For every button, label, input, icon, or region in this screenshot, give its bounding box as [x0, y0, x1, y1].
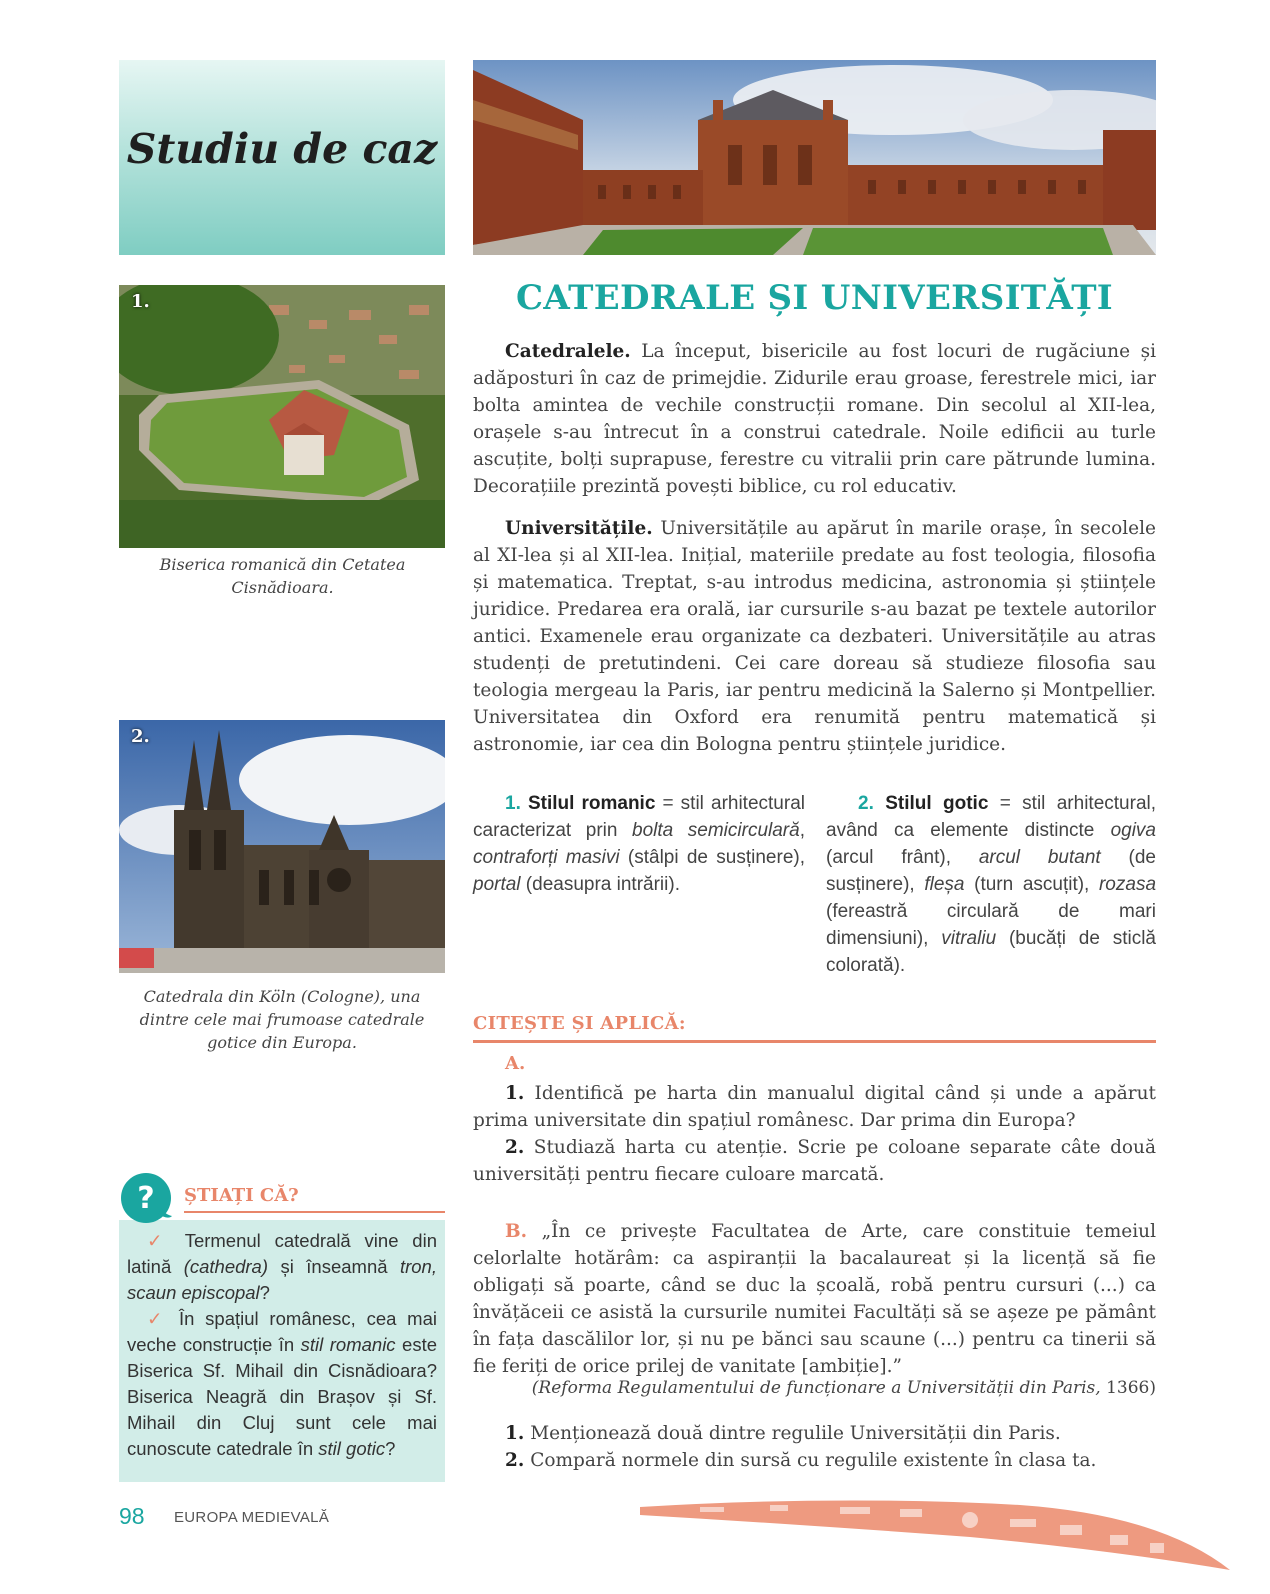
definition-number: 2. [858, 793, 874, 814]
cologne-cathedral-photo [119, 720, 445, 973]
definition-italic: fleșa [924, 874, 965, 895]
source-citation [473, 1378, 1156, 1398]
gothic-style-definition [826, 790, 1156, 979]
exercise-b-tasks [473, 1420, 1156, 1474]
citation-year: 1366) [1100, 1378, 1156, 1398]
universities-paragraph [473, 515, 1156, 758]
task-number: 2. [505, 1137, 525, 1158]
exercise-a-label: A. [505, 1053, 526, 1074]
definition-text: = stil arhitectural caracterizat prin [473, 793, 805, 841]
cathedrals-paragraph [473, 338, 1156, 500]
photo2-caption: Catedrala din Köln (Cologne), una dintre cele mai frumoase catedrale gotice din Europa. [139, 987, 425, 1052]
task-text: Studiază harta cu atenție. Scrie pe coloane separate câte două universități pentru fiecare culoare marcată. [473, 1137, 1156, 1185]
checkmark-icon: ✓ [147, 1230, 172, 1251]
task-text: Menționează două dintre regulile Universității din Paris. [524, 1423, 1061, 1444]
did-you-know-title: ȘTIAȚI CĂ? [184, 1185, 299, 1206]
task-item [473, 1080, 1156, 1134]
university-courtyard-photo [473, 60, 1156, 255]
definition-italic: arcul butant [978, 847, 1101, 868]
fact-italic: stil gotic [318, 1438, 386, 1459]
case-study-title: Studiu de caz [126, 125, 438, 173]
task-text: Identifică pe harta din manualul digital când și unde a apărut prima universitate din spațiul românesc. Dar prima din Europa? [473, 1083, 1156, 1131]
section-title: EUROPA MEDIEVALĂ [174, 1509, 330, 1526]
definition-italic: contraforți masivi [473, 847, 620, 868]
definition-italic: portal [473, 874, 521, 895]
badge-glyph: ? [137, 1181, 155, 1216]
source-text: „În ce privește Facultatea de Arte, care constituie temeiul celorlalte hotărâm: ca aspiranții la bacalaureat și la licență să fie obligați să poarte, când se duc la școală, robă pentru cursuri (...) ca învățăceii ce asistă la cursurile numitei Facultăți să se așeze pe pământ în fața dascălilor lor, și nu pe bănci sau scaune (...) pentru ca tinerii să fie feriți de orice prilej de vanitate [ambiție].” [473, 1221, 1156, 1377]
fact-italic: tron, scaun episcopal [127, 1256, 437, 1303]
did-you-know-text [127, 1228, 437, 1462]
task-number: 2. [505, 1450, 525, 1471]
fact-text: ? [385, 1438, 396, 1459]
definition-italic: rozasa [1098, 874, 1157, 895]
task-item [473, 1420, 1156, 1447]
definition-text: = stil arhitectural, având ca elemente distincte [826, 793, 1157, 841]
cathedrals-lead: Catedralele. [505, 341, 631, 362]
historical-source-quote [473, 1218, 1156, 1380]
main-heading: CATEDRALE ȘI UNIVERSITĂȚI [515, 278, 1114, 318]
definition-italic: bolta semicirculară [632, 820, 800, 841]
fact-text: este Biserica Sf. Mihail din Cisnădioara? Biserica Neagră din Brașov și Sf. Mihail din Cluj sunt cele mai cunoscute catedrale în [127, 1334, 438, 1459]
checkmark-icon: ✓ [147, 1308, 169, 1329]
citation-title: (Reforma Regulamentului de funcționare a Universității din Paris, [531, 1378, 1101, 1398]
read-apply-title: CITEȘTE ȘI APLICĂ: [473, 1013, 686, 1034]
task-item [473, 1447, 1156, 1474]
definition-text: , [799, 820, 805, 841]
task-number: 1. [505, 1083, 525, 1104]
cathedrals-text: La început, bisericile au fost locuri de rugăciune și adăposturi în caz de primejdie. Zidurile erau groase, ferestrele mici, iar bolta amintea de vechile construcții romane. Din secolul al XII-lea, orașele s-au întrecut în a construi catedrale. Noile edificii au turle ascuțite, bolți suprapuse, ferestre cu vitralii prin care pătrunde lumina. Decorațiile prezintă povești biblice, cu rol educativ. [473, 341, 1156, 497]
task-number: 1. [505, 1423, 525, 1444]
page-number: 98 [119, 1503, 145, 1529]
fact-italic: stil romanic [300, 1334, 396, 1355]
photo1-caption: Biserica romanică din Cetatea Cisnădioara. [159, 555, 406, 597]
universities-text: Universitățile au apărut în marile orașe, în secolele al XI-lea și al XII-lea. Inițial, materiile predate au fost teologia, filosofia și matematica. Treptat, s-au introdus medicina, astronomia și științele juridice. Predarea era orală, iar cursurile s-au bazat pe textele autorilor antici. Examenele erau organizate ca dezbateri. Universitățile au atras studenți de pretutindeni. Cei care doreau să studieze filosofia sau teologia mergeau la Paris, iar pentru medicină la Salerno și Montpellier. Universitatea din Oxford era renumită pentru matematică și astronomie, iar cea din Bologna pentru științele juridice. [473, 518, 1156, 755]
question-mark-icon [118, 1170, 174, 1226]
cisnadioara-church-photo [119, 285, 445, 548]
fact-text: și înseamnă [268, 1256, 400, 1277]
romanic-style-definition [473, 790, 805, 898]
definition-text: (fereastră circulară de mari dimensiuni), [826, 901, 1156, 949]
definition-text: (bucăți de sticlă colorată). [826, 928, 1156, 976]
universities-lead: Universitățile. [505, 518, 653, 539]
case-study-banner [119, 60, 445, 255]
definition-text: (deasupra intrării). [520, 874, 680, 895]
task-item [473, 1134, 1156, 1188]
exercise-a-tasks [473, 1080, 1156, 1188]
exercise-b-label: B. [505, 1221, 528, 1242]
fact-item [127, 1306, 437, 1462]
task-text: Compară normele din sursă cu regulile existente în clasa ta. [524, 1450, 1097, 1471]
definition-text: (stâlpi de susținere), [619, 847, 805, 868]
definition-number: 1. [505, 793, 521, 814]
definition-term: Stilul gotic [885, 793, 989, 814]
definition-italic: ogiva [1110, 820, 1156, 841]
fact-text: În spațiul românesc, cea mai veche construcție în [127, 1308, 437, 1355]
section-divider [473, 1040, 1156, 1043]
definition-text: (arcul frânt), [826, 847, 979, 868]
definition-text: (de susținere), [826, 847, 1156, 895]
definition-italic: vitraliu [941, 928, 997, 949]
fact-italic: (cathedra) [183, 1256, 269, 1277]
fact-text: Termenul catedrală vine din latină [127, 1230, 437, 1277]
fact-text: ? [259, 1282, 270, 1303]
decorative-brush-stroke [640, 1495, 1240, 1585]
photo-number: 1. [131, 291, 150, 312]
photo-number: 2. [131, 726, 150, 747]
definition-text: (turn ascuțit), [964, 874, 1099, 895]
fact-item [127, 1228, 437, 1306]
did-you-know-divider [184, 1211, 445, 1213]
definition-term: Stilul romanic [527, 793, 656, 814]
